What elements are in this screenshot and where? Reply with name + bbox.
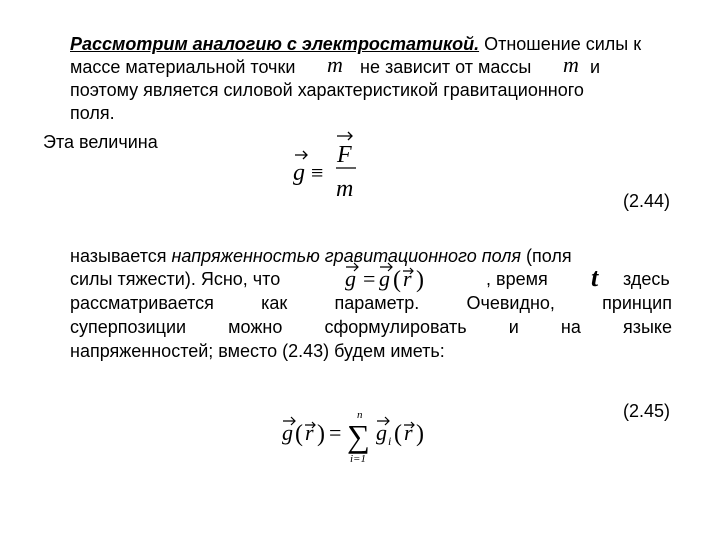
para1-bold-heading: Рассмотрим аналогию с электростатикой. (70, 34, 480, 54)
inline-paren-open: ( (393, 267, 401, 293)
f245-arg: r (305, 420, 314, 445)
inline-formula-graphic (343, 262, 443, 294)
para1-line3: поэтому является силовой характеристикой гравитационного (70, 80, 584, 100)
f244-lhs-arrow (295, 151, 307, 159)
para2-line4: суперпозиции можно сформулировать и на языке (70, 317, 672, 337)
eq-number-2-44: (2.44) (623, 191, 671, 211)
f245-sub: i (388, 434, 392, 448)
inline-fn: g (379, 266, 390, 291)
para1-line2-b: не зависит от массы (360, 57, 532, 77)
f245-arg2: r (404, 420, 413, 445)
para2-line3: рассматривается как параметр. Очевидно, принцип (70, 293, 672, 313)
f245-lhs: g (282, 420, 293, 445)
para2-line5: напряженностей; вместо (2.43) будем иметь: (70, 341, 445, 361)
f245-paren2-close: ) (416, 421, 424, 447)
para2-term-italic: напряженностью гравитационного поля (171, 246, 521, 266)
f245-paren-close: ) (317, 421, 325, 447)
formula-2-44 (290, 130, 380, 205)
var-m-2: m (563, 52, 579, 77)
f245-paren2-open: ( (394, 421, 402, 447)
inline-lhs: g (345, 266, 356, 291)
inline-arg: r (403, 266, 412, 291)
f245-term: g (376, 420, 387, 445)
para1-line4: поля. (70, 103, 115, 123)
eq-number-2-45: (2.45) (623, 401, 671, 421)
para1-line2-a: массе материальной точки (70, 57, 296, 77)
f245-sum-top: n (357, 409, 363, 421)
f244-equiv: ≡ (311, 160, 324, 185)
para2-line2-c: здесь (623, 269, 670, 289)
formula-2-45 (280, 408, 440, 468)
f245-sigma: ∑ (347, 418, 370, 454)
para2-line1 (70, 245, 572, 267)
formula-2-45-graphic (280, 408, 440, 468)
f244-numerator: F (337, 142, 352, 168)
para2-line2-b: , время (486, 269, 548, 289)
para1-line1 (70, 33, 641, 55)
label-value: Эта величина (43, 132, 158, 152)
f245-sum-bottom: i=1 (350, 453, 366, 465)
para2-line2-a: силы тяжести). Ясно, что (70, 269, 281, 289)
inline-eq: = (363, 266, 376, 291)
f244-denominator: m (336, 176, 354, 202)
para1-line2-c: и (590, 57, 601, 77)
var-t: t (591, 263, 599, 292)
para2-line1-b: (поля (521, 246, 572, 266)
para2-line1-a: называется (70, 246, 172, 266)
para1-line1-rest: Отношение силы к (479, 34, 642, 54)
inline-paren-close: ) (416, 267, 424, 293)
f245-paren-open: ( (295, 421, 303, 447)
f244-num-arrow (337, 132, 352, 140)
var-m-1: m (327, 52, 343, 77)
inline-formula (343, 262, 443, 294)
f245-eq: = (329, 420, 342, 445)
formula-2-44-graphic (290, 130, 380, 205)
f244-lhs: g (293, 160, 305, 186)
